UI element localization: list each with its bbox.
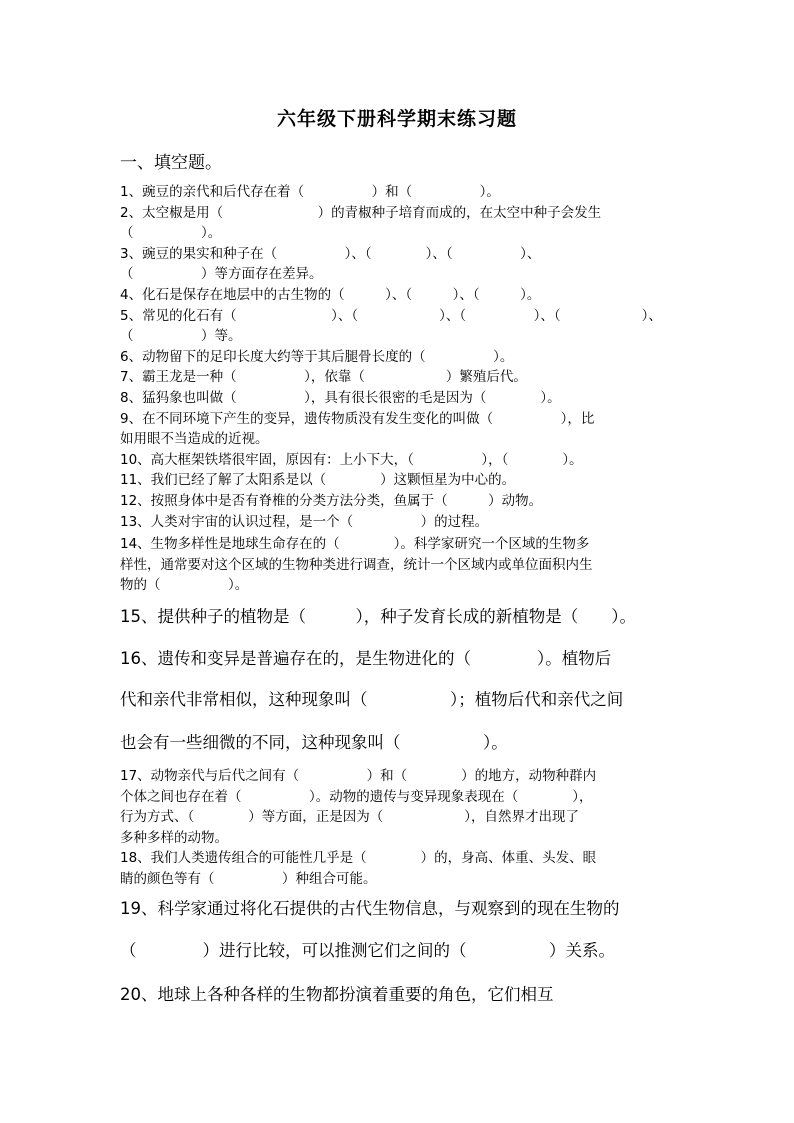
- question-line: （ ）等。: [120, 328, 242, 345]
- section-heading: 一、填空题。: [120, 153, 222, 173]
- question-19-line-2: （ ）进行比较，可以推测它们之间的（ ）关系。: [120, 941, 615, 960]
- questions-17-18: [120, 766, 700, 890]
- question-line: 2、太空椒是用（ ）的青椒种子培育而成的，在太空中种子会发生: [120, 204, 602, 221]
- question-line: 17、动物亲代与后代之间有（ ）和（ ）的地方，动物种群内: [120, 768, 597, 784]
- question-line: 1、豌豆的亲代和后代存在着（ ）和（ ）。: [120, 184, 500, 200]
- question-16-line-1: 16、遗传和变异是普遍存在的，是生物进化的（ ）。植物后: [120, 649, 612, 668]
- page-title: 六年级下册科学期末练习题: [276, 108, 517, 130]
- question-line: （ ）。: [120, 225, 222, 242]
- question-line: 个体之间也存在着（ ）。动物的遗传与变异现象表现在（ ），: [120, 788, 593, 805]
- question-16-line-2: 代和亲代非常相似，这种现象叫（ ）；植物后代和亲代之间: [120, 690, 624, 709]
- question-line: 12、按照身体中是否有脊椎的分类方法分类，鱼属于（ ）动物。: [120, 492, 543, 509]
- question-line: （ ）等方面存在差异。: [120, 266, 323, 283]
- question-20: 20、地球上各种各样的生物都扮演着重要的角色，它们相互: [120, 985, 554, 1004]
- question-line: 多种多样的动物。: [120, 829, 228, 846]
- question-19-line-1: 19、科学家通过将化石提供的古代生物信息，与观察到的现在生物的: [120, 899, 620, 918]
- question-16-line-3: 也会有一些细微的不同，这种现象叫（ ）。: [120, 733, 508, 752]
- question-line: 如用眼不当造成的近视。: [120, 431, 269, 448]
- question-line: 睛的颜色等有（ ）种组合可能。: [120, 870, 377, 887]
- question-line: 14、生物多样性是地球生命存在的（ ）。科学家研究一个区域的生物多: [120, 536, 590, 552]
- question-line: 物的（ ）。: [120, 577, 249, 594]
- question-line: 5、常见的化石有（ ）、（ ）、（ ）、（ ）、: [120, 307, 662, 324]
- question-line: 3、豌豆的果实和种子在（ ）、（ ）、（ ）、: [120, 245, 541, 262]
- question-15: 15、提供种子的植物是（ ），种子发育长成的新植物是（ ）。: [120, 607, 636, 626]
- question-line: 4、化石是保存在地层中的古生物的（ ）、（ ）、（ ）。: [120, 286, 541, 303]
- question-line: 行为方式、（ ）等方面，正是因为（ ），自然界才出现了: [120, 809, 579, 826]
- question-line: 6、动物留下的足印长度大约等于其后腿骨长度的（ ）。: [120, 348, 514, 365]
- question-line: 13、人类对宇宙的认识过程，是一个（ ）的过程。: [120, 513, 489, 530]
- question-line: 10、高大框架铁塔很牢固，原因有：上小下大，（ ），（ ）。: [120, 451, 583, 468]
- question-line: 11、我们已经了解了太阳系是以（ ）这颗恒星为中心的。: [120, 472, 516, 489]
- question-line: 8、猛犸象也叫做（ ），具有很长很密的毛是因为（ ）。: [120, 389, 561, 406]
- question-line: 样性，通常要对这个区域的生物种类进行调查，统计一个区域内或单位面积内生: [120, 556, 593, 573]
- question-14: [120, 534, 700, 596]
- question-line: 7、霸王龙是一种（ ），依靠（ ）繁殖后代。: [120, 369, 527, 386]
- question-line: 9、在不同环境下产生的变异，遗传物质没有发生变化的叫做（ ），比: [120, 410, 595, 427]
- question-line: 18、我们人类遗传组合的可能性几乎是（ ）的，身高、体重、头发、眼: [120, 850, 597, 867]
- questions-1-13: [120, 182, 700, 532]
